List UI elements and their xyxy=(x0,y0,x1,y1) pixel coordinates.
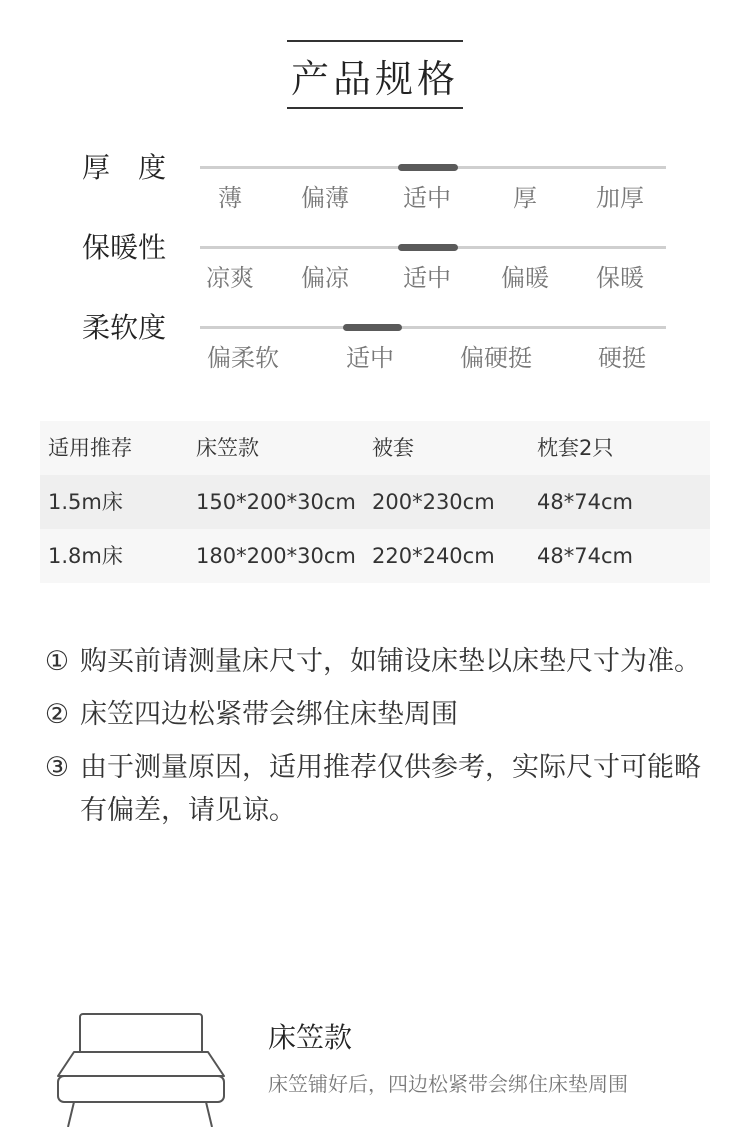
spec-label: 柔软度 xyxy=(82,311,167,344)
note-item xyxy=(40,640,710,683)
note-number: ① xyxy=(44,646,70,677)
note-text: 购买前请测量床尺寸，如铺设床垫以床垫尺寸为准。 xyxy=(80,646,701,677)
table-header-row xyxy=(40,421,710,475)
spec-option: 厚 xyxy=(513,184,537,212)
table-header: 适用推荐 xyxy=(48,436,132,460)
table-cell: 1.8m床 xyxy=(48,544,123,568)
spec-option: 加厚 xyxy=(596,184,644,212)
spec-option: 偏暖 xyxy=(501,264,549,292)
spec-label: 厚 度 xyxy=(82,151,167,184)
note-item xyxy=(40,746,710,832)
spec-option: 偏柔软 xyxy=(207,344,279,372)
spec-marker xyxy=(398,244,458,251)
table-header: 被套 xyxy=(372,436,414,460)
spec-marker xyxy=(398,164,458,171)
size-table xyxy=(40,421,710,583)
spec-option: 适中 xyxy=(403,264,451,292)
product-description: 床笠铺好后，四边松紧带会绑住床垫周围 xyxy=(268,1072,628,1096)
page-title: 产品规格 xyxy=(290,57,459,101)
spec-option: 薄 xyxy=(218,184,242,212)
page-title-frame xyxy=(287,40,463,109)
table-cell: 48*74cm xyxy=(537,490,633,514)
spec-option: 偏硬挺 xyxy=(460,344,532,372)
table-header: 床笠款 xyxy=(196,436,259,460)
table-header: 枕套2只 xyxy=(537,436,614,460)
note-text: 床笠四边松紧带会绑住床垫周围 xyxy=(80,699,458,730)
fitted-sheet-bed-icon xyxy=(52,1010,232,1127)
table-cell: 1.5m床 xyxy=(48,490,123,514)
table-row xyxy=(40,475,710,529)
product-name: 床笠款 xyxy=(268,1021,353,1054)
spec-track xyxy=(200,326,666,329)
note-number: ② xyxy=(44,699,70,730)
spec-option: 偏薄 xyxy=(301,184,349,212)
note-item xyxy=(40,693,710,736)
table-cell: 220*240cm xyxy=(372,544,495,568)
table-row xyxy=(40,529,710,583)
table-cell: 48*74cm xyxy=(537,544,633,568)
table-cell: 150*200*30cm xyxy=(196,490,356,514)
spec-option: 适中 xyxy=(403,184,451,212)
spec-option: 保暖 xyxy=(596,264,644,292)
spec-marker xyxy=(343,324,402,331)
table-cell: 180*200*30cm xyxy=(196,544,356,568)
page-title-wrap xyxy=(0,40,750,109)
spec-track xyxy=(200,246,666,249)
spec-option: 凉爽 xyxy=(206,264,254,292)
spec-option: 硬挺 xyxy=(598,344,646,372)
spec-label: 保暖性 xyxy=(82,231,167,264)
note-number: ③ xyxy=(44,752,70,783)
spec-track xyxy=(200,166,666,169)
spec-option: 适中 xyxy=(346,344,394,372)
table-cell: 200*230cm xyxy=(372,490,495,514)
spec-option: 偏凉 xyxy=(301,264,349,292)
note-text: 由于测量原因，适用推荐仅供参考，实际尺寸可能略有偏差，请见谅。 xyxy=(80,752,701,826)
notes-list xyxy=(40,640,710,842)
